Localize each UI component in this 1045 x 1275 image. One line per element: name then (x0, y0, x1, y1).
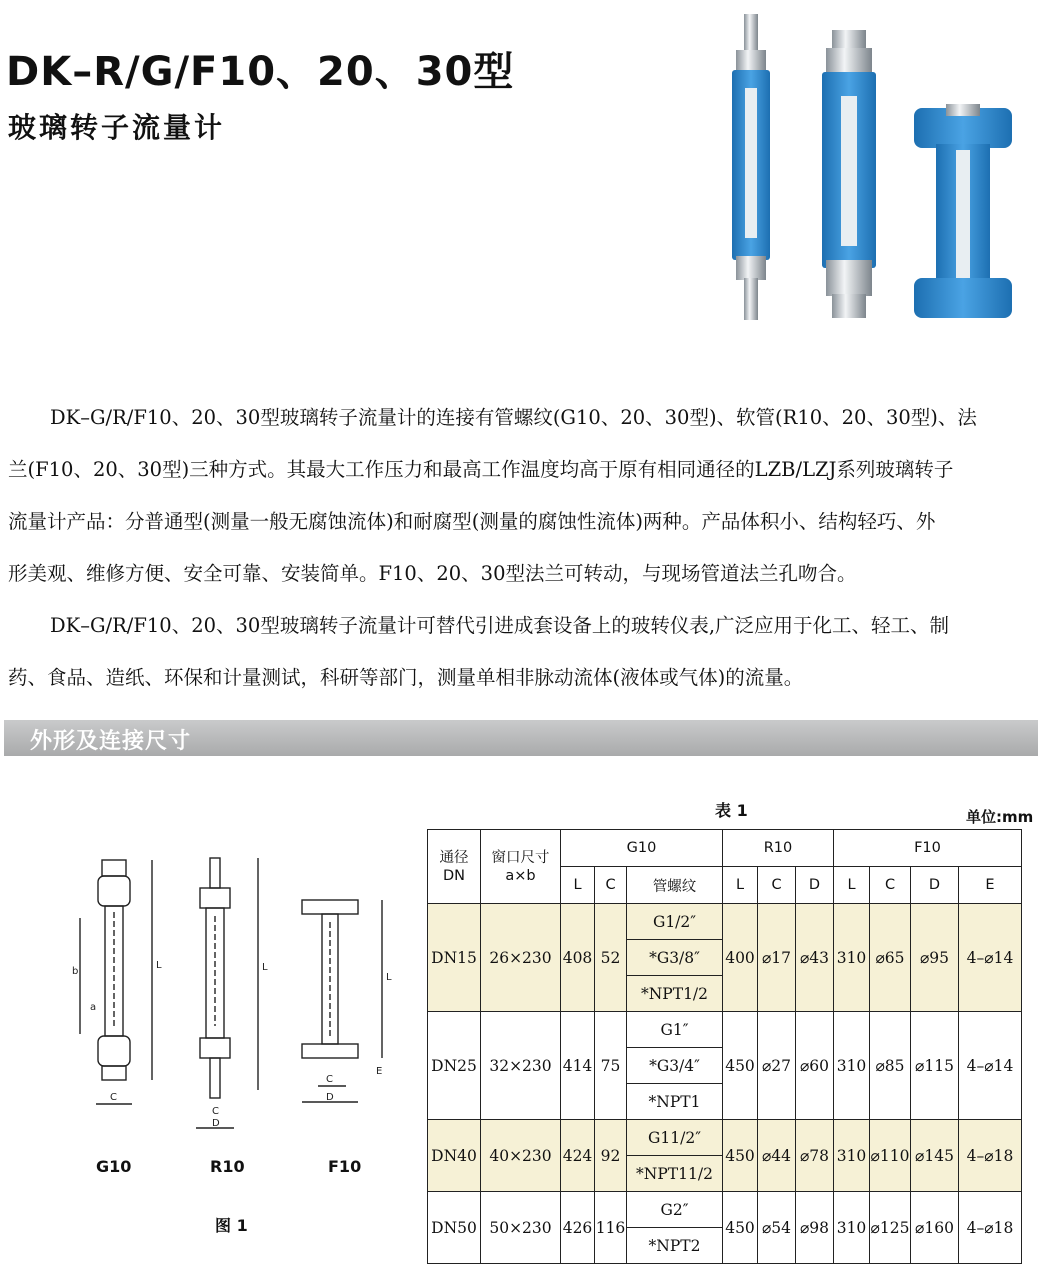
photo-meter-r (732, 14, 770, 320)
cell-r-l: 450 (723, 1120, 758, 1192)
cell-window: 50×230 (481, 1192, 561, 1264)
header-r10: R10 (723, 830, 834, 867)
header-sub: E (959, 867, 1022, 904)
header-sub: C (758, 867, 796, 904)
cell-g-c: 52 (595, 904, 627, 1012)
cell-window: 26×230 (481, 904, 561, 1012)
cell-thread: *G3/4″ (627, 1048, 723, 1084)
intro-paragraph-2 (8, 600, 1038, 704)
cell-f-c: ⌀85 (870, 1012, 911, 1120)
dim-a: a (90, 1002, 97, 1013)
header-sub: C (870, 867, 911, 904)
cell-thread: *NPT1/2 (627, 976, 723, 1012)
cell-r-c: ⌀44 (758, 1120, 796, 1192)
section-header (4, 720, 1038, 756)
figure-label-g10: G10 (96, 1157, 132, 1176)
table-row (428, 1192, 1022, 1228)
header-f10: F10 (834, 830, 1022, 867)
cell-r-d: ⌀78 (796, 1120, 834, 1192)
intro-line: DK–G/R/F10、20、30型玻璃转子流量计的连接有管螺纹(G10、20、30型)、软管(R10、20、30型)、法 (50, 406, 977, 429)
cell-thread: G11/2″ (627, 1120, 723, 1156)
dim-C-g10: C (110, 1092, 117, 1103)
cell-dn: DN40 (428, 1120, 481, 1192)
cell-thread: G1/2″ (627, 904, 723, 940)
header-sub: L (561, 867, 595, 904)
cell-f-c: ⌀65 (870, 904, 911, 1012)
cell-r-c: ⌀27 (758, 1012, 796, 1120)
cell-dn: DN15 (428, 904, 481, 1012)
cell-f-l: 310 (834, 904, 870, 1012)
dim-L-r10: L (262, 962, 268, 973)
header-sub: L (723, 867, 758, 904)
dim-D-f10: D (326, 1092, 334, 1103)
dimension-figure (60, 850, 400, 1180)
cell-window: 32×230 (481, 1012, 561, 1120)
cell-r-l: 450 (723, 1192, 758, 1264)
cell-g-c: 116 (595, 1192, 627, 1264)
cell-f-l: 310 (834, 1192, 870, 1264)
cell-g-c: 75 (595, 1012, 627, 1120)
header-window: 窗口尺寸 a×b (481, 830, 561, 904)
cell-f-d: ⌀115 (911, 1012, 959, 1120)
cell-thread: G1″ (627, 1012, 723, 1048)
cell-r-l: 450 (723, 1012, 758, 1120)
cell-r-l: 400 (723, 904, 758, 1012)
intro-line: 流量计产品：分普通型(测量一般无腐蚀流体)和耐腐型(测量的腐蚀性流体)两种。产品体积小、结构轻巧、外 (8, 510, 936, 533)
table-unit: 单位:mm (966, 808, 1034, 826)
figure-label-f10: F10 (328, 1157, 362, 1176)
dim-L-g10: L (156, 960, 162, 971)
cell-g-l: 408 (561, 904, 595, 1012)
product-photo (712, 8, 1032, 328)
cell-r-d: ⌀98 (796, 1192, 834, 1264)
cell-dn: DN25 (428, 1012, 481, 1120)
figure-label-r10: R10 (210, 1157, 245, 1176)
cell-g-l: 414 (561, 1012, 595, 1120)
dim-C-f10: C (326, 1074, 333, 1085)
dim-E-f10: E (376, 1066, 383, 1077)
cell-thread: G2″ (627, 1192, 723, 1228)
dim-C-r10: C (212, 1106, 219, 1117)
cell-r-d: ⌀43 (796, 904, 834, 1012)
cell-f-d: ⌀95 (911, 904, 959, 1012)
header-dn: 通径 DN (428, 830, 481, 904)
table-row (428, 1012, 1022, 1048)
dim-D-r10: D (212, 1118, 220, 1129)
cell-window: 40×230 (481, 1120, 561, 1192)
photo-meter-g (822, 30, 876, 318)
cell-g-c: 92 (595, 1120, 627, 1192)
cell-thread: *NPT2 (627, 1228, 723, 1264)
table-row (428, 1120, 1022, 1156)
cell-f-l: 310 (834, 1120, 870, 1192)
page-title: DK–R/G/F10、20、30型 (6, 49, 515, 95)
header-sub: D (911, 867, 959, 904)
cell-f-e: 4–⌀18 (959, 1120, 1022, 1192)
photo-meter-f (914, 104, 1012, 318)
header-g10: G10 (561, 830, 723, 867)
cell-thread: *NPT11/2 (627, 1156, 723, 1192)
figure-caption: 图 1 (215, 1216, 248, 1235)
spec-table (427, 829, 1022, 1264)
section-title: 外形及连接尺寸 (30, 729, 192, 754)
cell-f-d: ⌀145 (911, 1120, 959, 1192)
header-sub: C (595, 867, 627, 904)
intro-line: 形美观、维修方便、安全可靠、安装简单。F10、20、30型法兰可转动，与现场管道法兰孔吻合。 (8, 562, 857, 585)
cell-r-c: ⌀17 (758, 904, 796, 1012)
cell-g-l: 426 (561, 1192, 595, 1264)
cell-thread: *G3/8″ (627, 940, 723, 976)
dim-L-f10: L (386, 972, 392, 983)
intro-line: 兰(F10、20、30型)三种方式。其最大工作压力和最高工作温度均高于原有相同通径的LZB/LZJ系列玻璃转子 (8, 458, 954, 481)
cell-dn: DN50 (428, 1192, 481, 1264)
intro-paragraph-1 (8, 392, 1038, 600)
cell-r-d: ⌀60 (796, 1012, 834, 1120)
table-row (428, 904, 1022, 940)
header-sub: D (796, 867, 834, 904)
intro-line: 药、食品、造纸、环保和计量测试，科研等部门，测量单相非脉动流体(液体或气体)的流量。 (8, 666, 804, 689)
cell-r-c: ⌀54 (758, 1192, 796, 1264)
dim-b: b (72, 966, 79, 977)
cell-f-c: ⌀110 (870, 1120, 911, 1192)
cell-f-l: 310 (834, 1012, 870, 1120)
cell-f-e: 4–⌀14 (959, 1012, 1022, 1120)
cell-thread: *NPT1 (627, 1084, 723, 1120)
cell-f-d: ⌀160 (911, 1192, 959, 1264)
intro-line: DK–G/R/F10、20、30型玻璃转子流量计可替代引进成套设备上的玻转仪表,广泛应用于化工、轻工、制 (50, 614, 950, 637)
header-sub: L (834, 867, 870, 904)
page-subtitle: 玻璃转子流量计 (8, 111, 226, 144)
table-caption: 表 1 (715, 801, 748, 820)
header-sub: 管螺纹 (627, 867, 723, 904)
cell-f-e: 4–⌀14 (959, 904, 1022, 1012)
cell-g-l: 424 (561, 1120, 595, 1192)
cell-f-e: 4–⌀18 (959, 1192, 1022, 1264)
cell-f-c: ⌀125 (870, 1192, 911, 1264)
